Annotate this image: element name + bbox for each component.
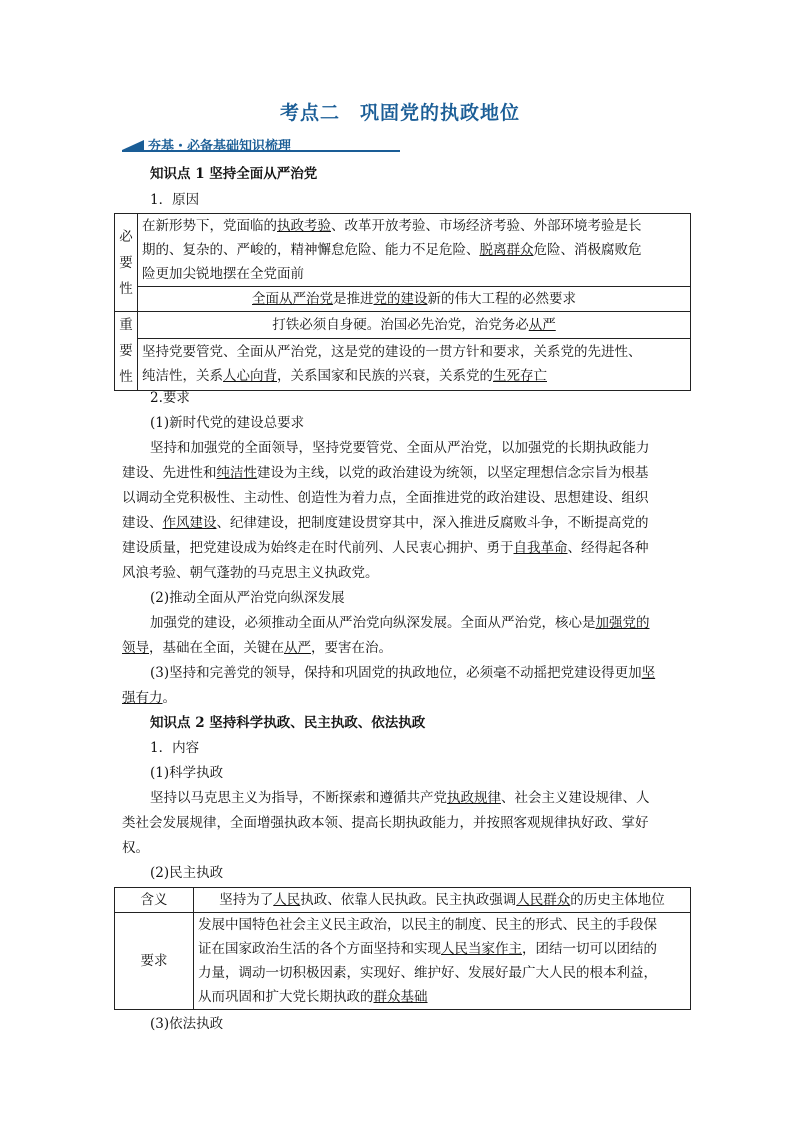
p1l2c: 建设为主线，以党的政治建设为统领，以坚定理想信念宗旨为根基: [257, 465, 649, 481]
necessity-row2: [138, 287, 691, 312]
rq-l4a: 从而巩固和扩大党长期执政的: [198, 989, 374, 1005]
imp-t1: 坚持党要管党、全面从严治党，这是党的建设的一贯方针和要求，关系党的先进性、: [142, 344, 642, 361]
kp2-sub1: (1)科学执政: [150, 765, 224, 781]
p3l2b: 。: [162, 690, 176, 706]
mt-a: 坚持为了: [219, 892, 274, 908]
kp2-heading: 知识点 2 坚持科学执政、民主执政、依法执政: [150, 715, 426, 731]
mt-b: 人民: [273, 892, 301, 908]
p2l1b: 加强党的: [595, 615, 650, 631]
nec-t1a: 在新形势下，党面临的: [142, 218, 277, 234]
p2l2c: 从严: [284, 640, 311, 656]
p2-line1: [150, 611, 682, 635]
necessity-label: [115, 214, 138, 312]
kp2-p1-line1: [150, 786, 682, 810]
nec-t2a: 期的、复杂的、严峻的，精神懈怠危险、能力不足危险、: [142, 242, 480, 258]
p1l5a: 建设质量，把党建设成为始终走在时代前列、人民衷心拥护、勇于: [122, 540, 514, 556]
k2p1a: 坚持以马克思主义为指导，不断探索和遵循共产党: [150, 790, 447, 806]
p1l2a: 建设、先进性和: [122, 465, 217, 481]
p3-line1: [150, 661, 682, 685]
p1-line2: [122, 461, 682, 485]
p1-line6: 风浪考验、朝气蓬勃的马克思主义执政党。: [122, 565, 379, 581]
kp2-sub3: (3)依法执政: [150, 1016, 224, 1032]
kp1-reason-heading: 1．原因: [150, 192, 200, 208]
p1l2b: 纯洁性: [216, 465, 257, 481]
p1l4b: 作风建设: [162, 515, 217, 531]
p1-line4: [122, 511, 682, 535]
banner-label: 夯基・必备基础知识梳理: [148, 139, 292, 154]
nec-t2c: 危险、消极腐败危: [533, 242, 642, 258]
p1-line3: 以调动全党积极性、主动性、创造性为着力点，全面推进党的政治建设、思想建设、组织: [122, 490, 649, 506]
p2l2d: ，要害在治。: [311, 640, 392, 656]
kp2-sub2: (2)民主执政: [150, 865, 224, 881]
nec-r2b: 是推进: [333, 291, 374, 307]
banner-triangle-icon: [122, 140, 144, 150]
rq-l3: 力量，调动一切积极因素，实现好、维护好、发展好最广大人民的根本利益，: [198, 965, 657, 981]
p1l5c: 、经得起各种: [567, 540, 649, 556]
p3l2a: 强有力: [122, 690, 163, 706]
rq-l2b: 人民当家作主: [441, 941, 522, 957]
democracy-table: [114, 887, 691, 1010]
nec-r2d: 新的伟大工程的必然要求: [427, 291, 576, 307]
p3-line2: [122, 686, 682, 710]
nec-r2a: 全面从严治党: [252, 291, 333, 307]
p1l4a: 建设、: [122, 515, 163, 531]
necessity-table: [114, 213, 691, 391]
rq-l1: 发展中国特色社会主义民主政治，以民主的制度、民主的形式、民主的手段保: [198, 917, 657, 933]
p1-line5: [122, 536, 682, 560]
mt-c: 执政、依靠人民执政。民主执政强调: [300, 892, 517, 908]
rq-l2a: 证在国家政治生活的各个方面坚持和实现: [198, 941, 441, 957]
p2-line2: [122, 636, 682, 660]
rq-l4b: 群众基础: [373, 989, 428, 1005]
necessity-text: [138, 214, 691, 287]
nec-t3: 险更加尖锐地摆在全党面前: [142, 266, 304, 282]
rq-l2c: ，团结一切可以团结的: [522, 941, 657, 957]
necessity-label-text: 必 要 性: [119, 228, 133, 297]
k2p1b: 执政规律: [447, 790, 501, 806]
meaning-label: 含义: [115, 888, 194, 913]
kp2-p1-line3: 权。: [122, 840, 149, 856]
p3l1b: 坚: [641, 665, 656, 681]
p1l4c: 、纪律建设，把制度建设贯穿其中，深入推进反腐败斗争，不断提高党的: [216, 515, 649, 531]
nec-t2b: 脱离群众: [479, 242, 534, 258]
nec-r2c: 党的建设: [373, 291, 428, 307]
imp-t2c: ，关系国家和民族的兴衰，关系党的: [277, 368, 493, 385]
mt-d: 人民群众: [516, 892, 571, 908]
k2p1c: 、社会主义建设规律、人: [501, 790, 650, 806]
imp-t2a: 纯洁性，关系: [142, 368, 223, 385]
kp1-sub1: (1)新时代党的建设总要求: [150, 415, 305, 431]
req-label: 要求: [115, 913, 194, 1010]
importance-label: [115, 312, 138, 391]
section-banner: [122, 136, 400, 154]
req-text: [194, 913, 691, 1010]
kp2-p1-line2: 类社会发展规律，全面增强执政本领、提高长期执政能力，并按照客观规律执好政、掌好: [122, 815, 649, 831]
nec-t1c: 、改革开放考验、市场经济考验、外部环境考验是长: [331, 218, 642, 234]
imp-t2b: 人心向背: [223, 368, 277, 385]
p1l5b: 自我革命: [513, 540, 568, 556]
page-title: 考点二 巩固党的执政地位: [279, 102, 520, 124]
imp-t2d: 生死存亡: [493, 368, 547, 385]
p1-line1: 坚持和加强党的全面领导，坚持党要管党、全面从严治党，以加强党的长期执政能力: [150, 440, 650, 456]
kp2-content-heading: 1．内容: [150, 740, 200, 756]
kp1-req-heading: 2.要求: [150, 390, 190, 406]
kp1-sub2: (2)推动全面从严治党向纵深发展: [150, 590, 345, 606]
importance-text: [138, 338, 691, 390]
imp-r1a: 打铁必须自身硬。治国必先治党，治党务必: [272, 316, 529, 333]
kp1-heading: 知识点 1 坚持全面从严治党: [150, 166, 318, 182]
p2l2a: 领导: [122, 640, 149, 656]
mt-e: 的历史主体地位: [570, 892, 665, 908]
nec-t1b: 执政考验: [277, 218, 331, 234]
importance-label-text: 重 要 性: [119, 317, 133, 385]
p2l1a: 加强党的建设，必须推动全面从严治党向纵深发展。全面从严治党，核心是: [150, 615, 596, 631]
importance-row1: [138, 312, 691, 339]
p3l1a: (3)坚持和完善党的领导，保持和巩固党的执政地位，必须毫不动摇把党建设得更加: [150, 665, 642, 681]
meaning-text: [194, 888, 691, 913]
imp-r1b: 从严: [528, 316, 556, 333]
p2l2b: ，基础在全面，关键在: [149, 640, 284, 656]
